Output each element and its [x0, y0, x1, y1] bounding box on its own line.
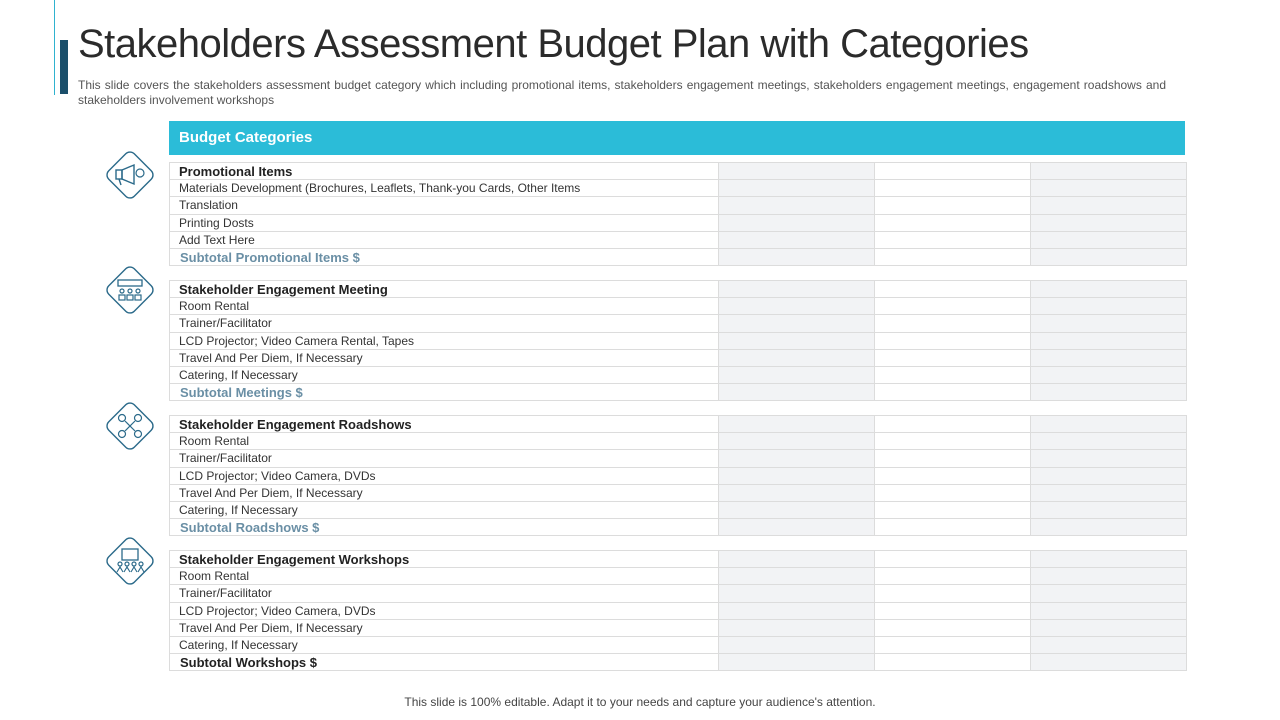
value-cell[interactable] — [875, 180, 1031, 197]
line-item: Trainer/Facilitator — [170, 450, 719, 467]
value-cell[interactable] — [1031, 180, 1187, 197]
value-cell[interactable] — [719, 231, 875, 248]
line-item: Room Rental — [170, 298, 719, 315]
line-item: Materials Development (Brochures, Leaflets, Thank-you Cards, Other Items — [170, 180, 719, 197]
section-heading: Stakeholder Engagement Workshops — [170, 551, 719, 568]
value-cell[interactable] — [1031, 551, 1187, 568]
value-cell[interactable] — [875, 298, 1031, 315]
value-cell[interactable] — [1031, 214, 1187, 231]
page-subtitle: This slide covers the stakeholders assessment budget category which including promotional items, stakeholders engagement meetings, stakeholders engagement meetings, engagement roadshows and stakeholders involvement workshops — [78, 78, 1166, 107]
line-item: LCD Projector; Video Camera, DVDs — [170, 602, 719, 619]
line-item: Room Rental — [170, 568, 719, 585]
line-item: Trainer/Facilitator — [170, 585, 719, 602]
value-cell[interactable] — [875, 585, 1031, 602]
value-cell[interactable] — [875, 654, 1031, 671]
value-cell[interactable] — [719, 281, 875, 298]
value-cell[interactable] — [1031, 281, 1187, 298]
value-cell[interactable] — [875, 384, 1031, 401]
accent-line — [54, 0, 55, 95]
line-item: Travel And Per Diem, If Necessary — [170, 484, 719, 501]
value-cell[interactable] — [719, 619, 875, 636]
value-cell[interactable] — [719, 636, 875, 653]
line-item: LCD Projector; Video Camera Rental, Tapes — [170, 332, 719, 349]
section-engagement-roadshows — [169, 415, 1187, 536]
value-cell[interactable] — [719, 484, 875, 501]
line-item: Catering, If Necessary — [170, 636, 719, 653]
value-cell[interactable] — [1031, 636, 1187, 653]
value-cell[interactable] — [875, 450, 1031, 467]
value-cell[interactable] — [875, 332, 1031, 349]
value-cell[interactable] — [1031, 654, 1187, 671]
value-cell[interactable] — [1031, 484, 1187, 501]
value-cell[interactable] — [875, 349, 1031, 366]
line-item: Travel And Per Diem, If Necessary — [170, 619, 719, 636]
line-item: Translation — [170, 197, 719, 214]
value-cell[interactable] — [875, 248, 1031, 265]
value-cell[interactable] — [1031, 602, 1187, 619]
line-item: Catering, If Necessary — [170, 366, 719, 383]
value-cell[interactable] — [875, 197, 1031, 214]
value-cell[interactable] — [719, 568, 875, 585]
value-cell[interactable] — [719, 585, 875, 602]
meeting-icon — [98, 258, 162, 322]
value-cell[interactable] — [1031, 248, 1187, 265]
value-cell[interactable] — [719, 416, 875, 433]
section-heading: Stakeholder Engagement Roadshows — [170, 416, 719, 433]
value-cell[interactable] — [719, 433, 875, 450]
value-cell[interactable] — [719, 163, 875, 180]
budget-categories-header: Budget Categories — [169, 121, 1185, 155]
value-cell[interactable] — [875, 315, 1031, 332]
value-cell[interactable] — [719, 467, 875, 484]
value-cell[interactable] — [719, 519, 875, 536]
value-cell[interactable] — [719, 315, 875, 332]
value-cell[interactable] — [719, 214, 875, 231]
value-cell[interactable] — [1031, 197, 1187, 214]
value-cell[interactable] — [1031, 384, 1187, 401]
section-engagement-workshops — [169, 550, 1187, 671]
value-cell[interactable] — [1031, 501, 1187, 518]
value-cell[interactable] — [875, 602, 1031, 619]
value-cell[interactable] — [1031, 349, 1187, 366]
line-item: Add Text Here — [170, 231, 719, 248]
value-cell[interactable] — [875, 619, 1031, 636]
value-cell[interactable] — [875, 281, 1031, 298]
value-cell[interactable] — [1031, 332, 1187, 349]
subtotal-label: Subtotal Roadshows $ — [170, 519, 719, 536]
value-cell[interactable] — [1031, 585, 1187, 602]
value-cell[interactable] — [1031, 467, 1187, 484]
value-cell[interactable] — [1031, 568, 1187, 585]
value-cell[interactable] — [1031, 450, 1187, 467]
value-cell[interactable] — [1031, 315, 1187, 332]
value-cell[interactable] — [875, 416, 1031, 433]
value-cell[interactable] — [1031, 416, 1187, 433]
value-cell[interactable] — [875, 163, 1031, 180]
line-item: Catering, If Necessary — [170, 501, 719, 518]
value-cell[interactable] — [875, 433, 1031, 450]
line-item: Printing Dosts — [170, 214, 719, 231]
value-cell[interactable] — [719, 450, 875, 467]
value-cell[interactable] — [1031, 366, 1187, 383]
section-engagement-meeting — [169, 280, 1187, 401]
line-item: Room Rental — [170, 433, 719, 450]
value-cell[interactable] — [719, 384, 875, 401]
section-heading: Stakeholder Engagement Meeting — [170, 281, 719, 298]
value-cell[interactable] — [875, 214, 1031, 231]
value-cell[interactable] — [1031, 163, 1187, 180]
value-cell[interactable] — [1031, 619, 1187, 636]
page-title: Stakeholders Assessment Budget Plan with Categories — [78, 22, 1029, 66]
megaphone-icon — [98, 143, 162, 207]
network-icon — [98, 394, 162, 458]
accent-bar — [60, 40, 68, 94]
value-cell[interactable] — [1031, 298, 1187, 315]
value-cell[interactable] — [875, 484, 1031, 501]
value-cell[interactable] — [719, 501, 875, 518]
value-cell[interactable] — [719, 197, 875, 214]
line-item: Travel And Per Diem, If Necessary — [170, 349, 719, 366]
value-cell[interactable] — [875, 551, 1031, 568]
value-cell[interactable] — [1031, 433, 1187, 450]
value-cell[interactable] — [719, 602, 875, 619]
value-cell[interactable] — [1031, 231, 1187, 248]
value-cell[interactable] — [719, 366, 875, 383]
line-item: Trainer/Facilitator — [170, 315, 719, 332]
value-cell[interactable] — [719, 248, 875, 265]
subtotal-label: Subtotal Workshops $ — [170, 654, 719, 671]
value-cell[interactable] — [875, 231, 1031, 248]
subtotal-label: Subtotal Promotional Items $ — [170, 248, 719, 265]
value-cell[interactable] — [719, 654, 875, 671]
section-heading: Promotional Items — [170, 163, 719, 180]
value-cell[interactable] — [875, 366, 1031, 383]
value-cell[interactable] — [875, 568, 1031, 585]
value-cell[interactable] — [719, 298, 875, 315]
value-cell[interactable] — [1031, 519, 1187, 536]
value-cell[interactable] — [875, 467, 1031, 484]
value-cell[interactable] — [719, 180, 875, 197]
value-cell[interactable] — [719, 349, 875, 366]
value-cell[interactable] — [719, 332, 875, 349]
value-cell[interactable] — [875, 636, 1031, 653]
line-item: LCD Projector; Video Camera, DVDs — [170, 467, 719, 484]
section-promotional-items — [169, 162, 1187, 266]
footer-note: This slide is 100% editable. Adapt it to your needs and capture your audience's attention. — [404, 695, 876, 709]
workshop-icon — [98, 529, 162, 593]
value-cell[interactable] — [875, 519, 1031, 536]
subtotal-label: Subtotal Meetings $ — [170, 384, 719, 401]
value-cell[interactable] — [719, 551, 875, 568]
value-cell[interactable] — [875, 501, 1031, 518]
